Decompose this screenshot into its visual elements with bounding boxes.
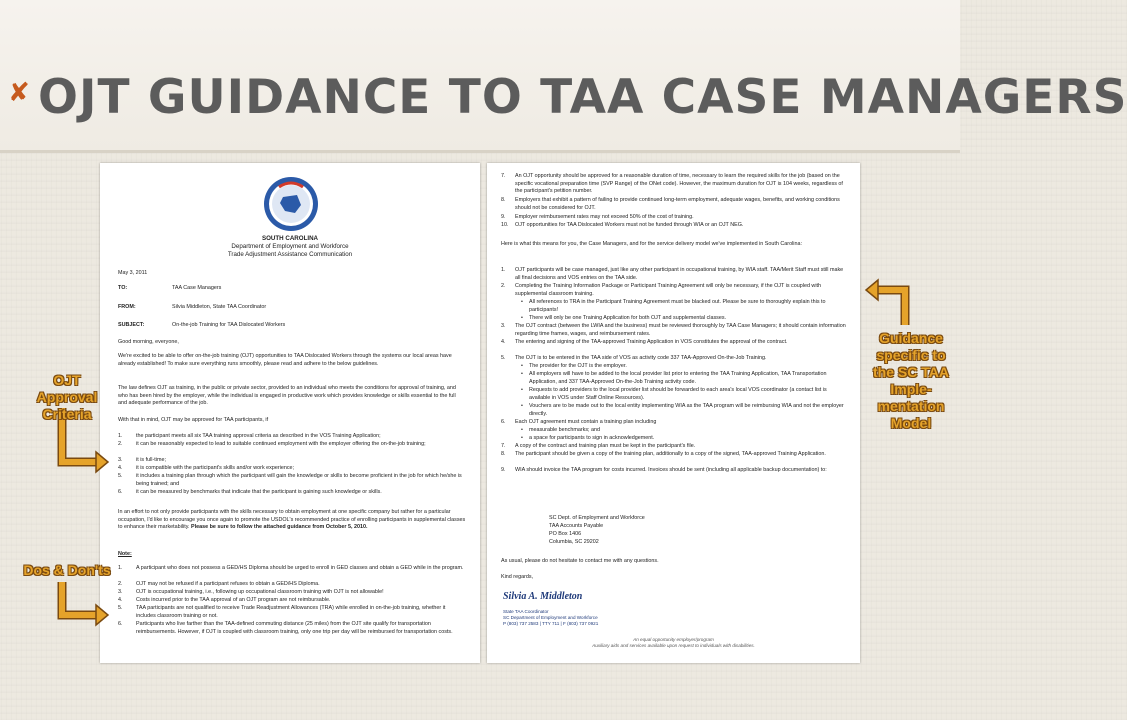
note-num: 3. <box>118 589 123 595</box>
list-item: The provider for the OJT is the employer. <box>529 363 627 369</box>
bullet-marker: • <box>521 315 523 321</box>
criteria-num: 4. <box>118 465 123 471</box>
address-line: PO Box 1406 <box>549 531 582 537</box>
bullet-marker: • <box>521 427 523 433</box>
sig-title: State TAA Coordinator <box>503 609 549 614</box>
sc-state-seal-icon <box>261 175 321 233</box>
bullet-marker: • <box>521 363 523 369</box>
footer-eoe: An equal opportunity employer/program <box>633 637 714 642</box>
list-item: Employers that exhibit a pattern of failing to provide continued long-term employment, adequate wages, benefits, and working conditions should not be considered for OJT. <box>515 197 840 211</box>
criteria-item: it includes a training plan through which the participant will gain the knowledge or skills to become proficient in the job for which he/she is being trained; and <box>136 473 462 487</box>
arrow-dos <box>62 582 96 615</box>
list-item: An OJT opportunity should be approved for a reasonable duration of time, necessary to learn the required skills for the job (based on the specific vocational preparation time (SVP Range) of the ONet code). However, the maximum duration for OJT is 104 weeks, regardless of the participant's petition number. <box>515 173 843 195</box>
list-item: A copy of the contract and training plan must be kept in the participant's file. <box>515 443 696 449</box>
letter-page-1 <box>100 163 480 663</box>
bullet-marker: • <box>521 299 523 305</box>
list-item: The OJT contract (between the LWIA and the business) must be reviewed thoroughly by TAA Case Managers; it should contain information regarding time frames, wages, and reimbursement rates. <box>515 323 846 337</box>
list-item: There will only be one Training Application for both OJT and supplemental classes. <box>529 315 727 321</box>
criteria-item: it can be reasonably expected to lead to suitable continued employment with the employer offering the on-the-job training; <box>136 441 426 447</box>
criteria-num: 6. <box>118 489 123 495</box>
bullet-marker: • <box>521 435 523 441</box>
note-num: 1. <box>118 565 123 571</box>
signature: Silvia A. Middleton <box>503 591 583 602</box>
org-line-1: SOUTH CAROLINA <box>261 235 319 242</box>
bullet-x-icon: ✘ <box>8 78 30 108</box>
address-line: TAA Accounts Payable <box>549 523 604 529</box>
criteria-item: the participant meets all six TAA training approval criteria as described in the VOS Training Application; <box>136 433 381 439</box>
criteria-num: 5. <box>118 473 123 479</box>
note-num: 4. <box>118 597 123 603</box>
note-num: 2. <box>118 581 123 587</box>
criteria-item: it can be measured by benchmarks that indicate that the participant is gaining such knowledge or skills. <box>136 489 382 495</box>
criteria-item: it is compatible with the participant's skills and/or work experience; <box>136 465 295 471</box>
item-number: 9. <box>501 467 506 473</box>
list-item: measurable benchmarks; and <box>529 427 601 433</box>
note-item: TAA participants are not qualified to receive Trade Readjustment Allowances (TRA) while enrolled in on-the-job training, whether it includes classroom training or not. <box>136 605 446 619</box>
from-value: Silvia Middleton, State TAA Coordinator <box>172 304 267 310</box>
arrow-guidance <box>878 290 905 325</box>
paragraph-approval-lead: With that in mind, OJT may be approved for TAA participants, if <box>118 417 269 423</box>
list-item: Requests to add providers to the local provider list should be forwarded to each area's local VOS coordinator (a contact list is available in VOS under Staff Online Resources). <box>529 387 827 401</box>
address-line: Columbia, SC 29202 <box>549 539 599 545</box>
item-number: 6. <box>501 419 506 425</box>
note-item: OJT is occupational training, i.e., following up occupational classroom training with OJT is not allowable! <box>136 589 384 595</box>
note-item: Participants who live farther than the TAA-defined commuting distance (25 miles) from the OJT site qualify for transportation reimbursements. However, if OJT is coupled with classroom training, only one trip per day will be reimbursed for transportation costs. <box>136 621 453 635</box>
paragraph-intro: We're excited to be able to offer on-the-job training (OJT) opportunities to TAA Dislocated Workers through the systems our local areas have already established! To make sure everything runs smoothly, please read and adhere to the below guidelines. <box>118 353 452 367</box>
note-item: A participant who does not possess a GED/HS Diploma should be urged to enroll in GED classes and obtain a GED while in the program. <box>136 565 464 571</box>
subject-label: SUBJECT: <box>118 322 145 328</box>
list-item: OJT participants will be case managed, just like any other participant in occupational training, by WIA staff. TAA/Merit Staff must still make all final decisions and VOS entries on the TAA side. <box>515 267 844 281</box>
criteria-item: it is full-time; <box>136 457 166 463</box>
callout-dos-donts: Dos & Don'ts <box>23 562 111 578</box>
note-num: 5. <box>118 605 123 611</box>
callout-ojt-approval-criteria: OJT Approval Criteria <box>36 372 98 422</box>
to-label: TO: <box>118 285 128 291</box>
list-item: All employers will have to be added to the local provider list prior to entering the TAA Training Application, TAA Transportation Application, and 337 TAA-Approved On-the-Job Training activity code. <box>529 371 827 385</box>
org-line-2: Department of Employment and Workforce <box>231 243 349 250</box>
letter-page-2 <box>487 163 860 663</box>
item-number: 8. <box>501 197 506 203</box>
callout-guidance-sc-model: Guidance specific to the SC TAA Imple-mentation Model <box>873 330 949 431</box>
footer-aux: Auxiliary aids and services available upon request to individuals with disabilities. <box>592 643 755 648</box>
list-item: The entering and signing of the TAA-approved Training Application in VOS constitutes the approval of the contract. <box>515 339 788 345</box>
org-line-3: Trade Adjustment Assistance Communication <box>227 251 353 258</box>
list-item: Vouchers are to be made out to the local entity implementing WIA as the TAA program will be reimbursing WIA and not the employer directly. <box>529 403 844 417</box>
bullet-marker: • <box>521 387 523 393</box>
list-item: Employer reimbursement rates may not exceed 50% of the cost of training. <box>515 214 694 220</box>
item-number: 5. <box>501 355 506 361</box>
list-item: Each OJT agreement must contain a training plan including <box>515 419 657 425</box>
note-num: 6. <box>118 621 123 627</box>
paragraph-supplemental <box>118 509 466 532</box>
bullet-marker: • <box>521 371 523 377</box>
criteria-num: 1. <box>118 433 123 439</box>
title-divider <box>0 150 960 153</box>
address-line: SC Dept. of Employment and Workforce <box>549 515 645 521</box>
greeting: Good morning, everyone, <box>118 339 179 345</box>
list-item: The OJT is to be entered in the TAA side of VOS as activity code 337 TAA-Approved On-the-Job Training. <box>515 355 767 361</box>
list-item: Completing the Training Information Package or Participant Training Agreement will only be necessary, if the OJT is coupled with supplemental classroom training. <box>515 283 822 297</box>
slide-title: OJT GUIDANCE TO TAA CASE MANAGERS <box>38 70 1127 125</box>
sig-phone: P (803) 737 2583 | TTY 711 | F (803) 737 0921 <box>503 621 599 626</box>
to-value: TAA Case Managers <box>172 285 222 291</box>
item-number: 9. <box>501 214 506 220</box>
item-number: 1. <box>501 267 506 273</box>
sig-dept: SC Department of Employment and Workforce <box>503 615 598 620</box>
paragraph-definition: The law defines OJT as training, in the public or private sector, provided to an individual who meets the conditions for approval of training, and who has been hired by the employer, while the individual is engaged in productive work which provides knowledge or skills essential to the full and adequate performance of the job. <box>118 385 456 407</box>
item-number: 8. <box>501 451 506 457</box>
closing-regards: Kind regards, <box>501 574 534 580</box>
list-item: WIA should invoice the TAA program for costs incurred. Invoices should be sent (including all applicable backup documentation) to: <box>515 467 827 473</box>
item-number: 4. <box>501 339 506 345</box>
closing-line: As usual, please do not hesitate to contact me with any questions. <box>501 558 659 564</box>
item-number: 7. <box>501 173 506 179</box>
item-number: 7. <box>501 443 506 449</box>
criteria-num: 3. <box>118 457 123 463</box>
note-label: Note: <box>118 551 132 557</box>
note-item: Costs incurred prior to the TAA approval of an OJT program are not reimbursable. <box>136 597 331 603</box>
list-item: a space for participants to sign in acknowledgement. <box>529 435 655 441</box>
note-item: OJT may not be refused if a participant refuses to obtain a GED/HS Diploma. <box>136 581 320 587</box>
paragraph-sc-intro: Here is what this means for you, the Case Managers, and for the service delivery model we've implemented in South Carolina: <box>501 241 802 247</box>
list-item: The participant should be given a copy of the training plan, additionally to a copy of the signed, TAA-approved Training Application. <box>515 451 826 457</box>
list-item: All references to TRA in the Participant Training Agreement must be blacked out. Please be sure to thoroughly explain this to participants! <box>529 299 826 313</box>
item-number: 10. <box>501 222 509 228</box>
item-number: 3. <box>501 323 506 329</box>
item-number: 2. <box>501 283 506 289</box>
criteria-num: 2. <box>118 441 123 447</box>
paragraph-supplemental-text: In an effort to not only provide participants with the skills necessary to obtain employment at one specific company but rather for a particular occupation, I'd like to encourage you once again to promote the USDOL's recommended practice of enrolling participants in supplemental classes to enhance their marketability. <box>118 509 466 531</box>
from-label: FROM: <box>118 304 136 310</box>
letter-date: May 3, 2011 <box>118 270 148 276</box>
list-item: OJT opportunities for TAA Dislocated Workers must not be funded through WIA or an OJT NEG. <box>515 222 744 228</box>
subject-value: On-the-job Training for TAA Dislocated Workers <box>172 322 286 328</box>
paragraph-supplemental-emphasis: Please be sure to follow the attached guidance from October 5, 2010. <box>191 524 368 531</box>
bullet-marker: • <box>521 403 523 409</box>
